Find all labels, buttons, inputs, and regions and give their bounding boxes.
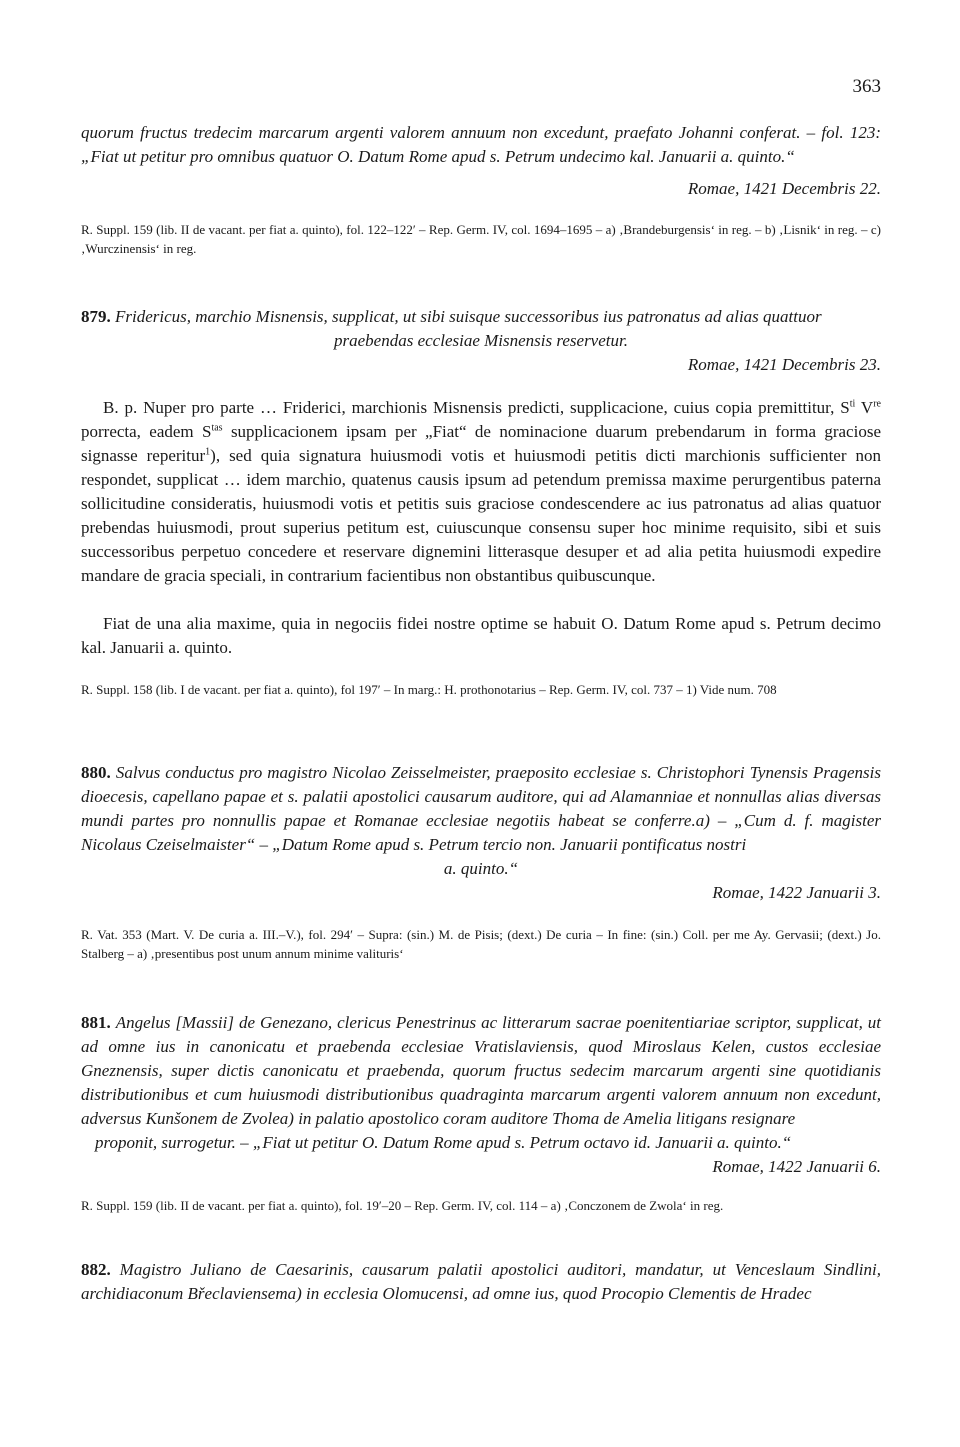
continuation-date: Romae, 1421 Decembris 22. — [687, 179, 881, 198]
entry-880-date: Romae, 1422 Januarii 3. — [712, 883, 881, 902]
entry-880-note: R. Vat. 353 (Mart. V. De curia a. III.–V.), fol. 294′ – Supra: (sin.) M. de Pisis; (dext.) De curia – In fine: (sin.) Coll. per me Ay. Gervasii; (dext.) Jo. Stalberg – a) ‚presentibus post unum annum minime valituris‘ — [81, 927, 881, 961]
entry-879-body-2: Fiat de una alia maxime, quia in negociis fidei nostre optime se habuit O. Datum Rome apud s. Petrum decimo kal. Januarii a. quinto. — [81, 614, 881, 657]
entry-881-date: Romae, 1422 Januarii 6. — [712, 1157, 881, 1176]
page-number: 363 — [852, 76, 881, 97]
entry-summary: Fridericus, marchio Misnensis, supplicat, ut sibi suisque successoribus ius patronatus ad alias quattuor — [115, 307, 822, 326]
entry-879-date: Romae, 1421 Decembris 23. — [687, 355, 881, 374]
entry-882-summary — [81, 1258, 881, 1306]
continuation-note: R. Suppl. 159 (lib. II de vacant. per fiat a. quinto), fol. 122–122′ – Rep. Germ. IV, col. 1694–1695 – a) ‚Brandeburgensis‘ in reg. – b) ‚Lisnik‘ in reg. – c) ‚Wurczinensis‘ in reg. — [81, 222, 881, 256]
entry-summary: Angelus [Massii] de Genezano, clericus Penestrinus ac litterarum sacrae poenitentiariae scriptor, supplicat, ut ad omne ius in canonicatu et praebenda ecclesiae Vratislaviensis, quod Miroslaus Kelen, custos ecclesiae Gneznensis, super dictis canonicatu et praebenda, quorum fructus sedecim marcarum argenti sine quotidianis distributionibus et cum huiusmodi distributionibus quadraginta marcarum argenti valorem annuum non excedunt, adversus Kunšonem de Zvolea) in palatio apostolico coram auditore Thoma de Amelia litigans resignare — [81, 1013, 882, 1128]
entry-number: 882. — [81, 1260, 111, 1279]
entry-number: 879. — [81, 307, 111, 326]
entry-881-note: R. Suppl. 159 (lib. II de vacant. per fiat a. quinto), fol. 19′–20 – Rep. Germ. IV, col. 114 – a) ‚Conczonem de Zwola‘ in reg. — [81, 1198, 724, 1213]
entry-880-summary — [81, 761, 881, 857]
entry-879-summary-cont: praebendas ecclesiae Misnensis reservetur. — [334, 331, 628, 350]
entry-880-summary-end: a. quinto.“ — [443, 859, 519, 878]
entry-number: 880. — [81, 763, 111, 782]
entry-summary: Magistro Juliano de Caesarinis, causarum palatii apostolici auditori, mandatur, ut Venceslaum Sindlini, archidiaconum Břeclaviensema) in ecclesia Olomucensi, ad omne ius, quod Procopio Clementis de Hradec — [81, 1260, 882, 1303]
entry-881-summary — [81, 1011, 881, 1131]
entry-number: 881. — [81, 1013, 111, 1032]
entry-881-summary-end: proponit, surrogetur. – „Fiat ut petitur O. Datum Rome apud s. Petrum octavo id. Januarii a. quinto.“ — [95, 1133, 792, 1152]
entry-summary: Salvus conductus pro magistro Nicolao Zeisselmeister, praeposito ecclesiae s. Christophori Tynensis Pragensis dioecesis, capellano papae et s. palatii apostolici causarum auditore, qui ad Alamanniae et nonnullas alias diversas mundi partes pro nonnullis papae et Romanae ecclesiae negotiis habeat se conferre.a) – „Cum d. f. magister Nicolaus Czeiselmaister“ – „Datum Rome apud s. Petrum tercio non. Januarii pontificatus nostri — [81, 763, 882, 854]
entry-879-body: B. p. Nuper pro parte … Friderici, marchionis Misnensis predicti, supplicacione, cuius copia premittitur, $S^{ti}$ Vre porrecta, eadem $S^{tas}$ supplicacionem ipsam per „Fiat“ de nominacione duarum prebendarum in forma graciose signasse reperitur$^1$), sed quia signatura huiusmodi votis et huiusmodi petitis dicti marchionis sufficienter non respondet, supplicat … idem marchio, quatenus causis ipsum ad petendum premissa maxime perurgentibus paterna sollicitudine consideratis, huiusmodi votis et petitis suis graciose condescendere ac ius patronatus ad alias quatuor prebendas huiusmodi, prout superius petitum est, cuiuscunque consensu super hoc minime requisito, sibi et suis successoribus perpetuo concedere et reservare dignemini litterasque desuper et ad alia petita huiusmodi expedire mandare de gracia speciali, in contrarium facientibus non obstantibus quibuscunque. — [81, 398, 881, 585]
continuation-text: quorum fructus tredecim marcarum argenti valorem annuum non excedunt, praefato Johanni conferat. – fol. 123: „Fiat ut petitur pro omnibus quatuor O. Datum Rome apud s. Petrum undecimo kal. Januarii a. quinto.“ — [81, 123, 881, 166]
entry-879-summary — [81, 305, 881, 329]
entry-879-note: R. Suppl. 158 (lib. I de vacant. per fiat a. quinto), fol 197′ – In marg.: H. prothonotarius – Rep. Germ. IV, col. 737 – 1) Vide num. 708 — [81, 682, 777, 697]
